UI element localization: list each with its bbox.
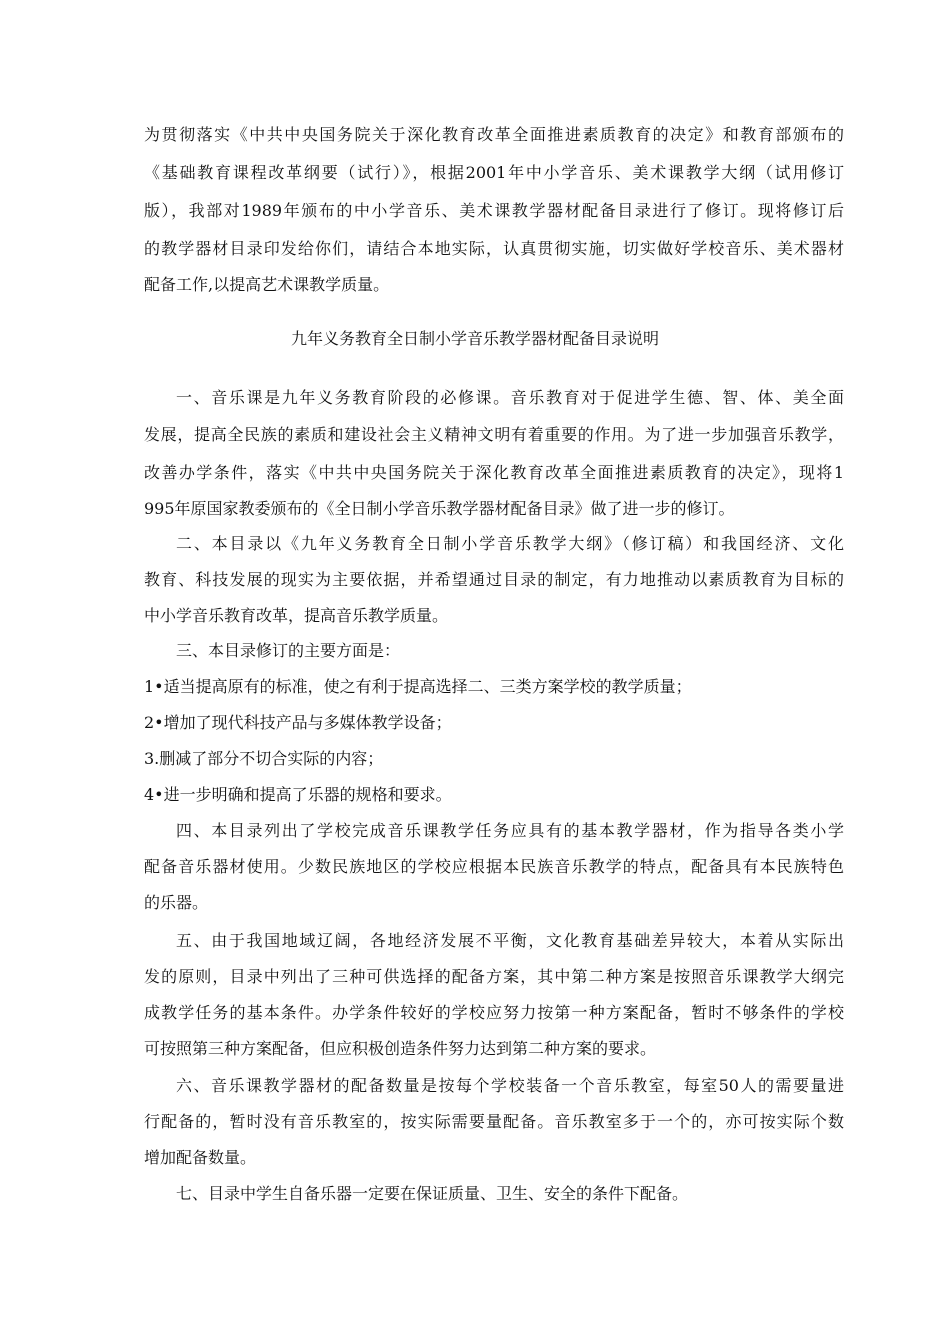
list-item: 3.删减了部分不切合实际的内容； xyxy=(144,749,384,768)
paragraph-line: 成教学任务的基本条件。办学条件较好的学校应努力按第一种方案配备，暂时不够条件的学校 xyxy=(144,1003,844,1022)
paragraph-line: 发的原则，目录中列出了三种可供选择的配备方案，其中第二种方案是按照音乐课教学大纲完 xyxy=(144,967,844,986)
paragraph-line: 六、音乐课教学器材的配备数量是按每个学校装备一个音乐教室，每室50人的需要量进 xyxy=(176,1076,844,1095)
paragraph-line: 发展，提高全民族的素质和建设社会主义精神文明有着重要的作用。为了进一步加强音乐教学， xyxy=(144,425,844,444)
list-item: 4•进一步明确和提高了乐器的规格和要求。 xyxy=(144,785,452,804)
paragraph-line: 七、目录中学生自备乐器一定要在保证质量、卫生、安全的条件下配备。 xyxy=(176,1184,689,1203)
intro-line: 版），我部对1989年颁布的中小学音乐、美术课教学器材配备目录进行了修订。现将修订后 xyxy=(144,201,844,220)
paragraph-line: 改善办学条件，落实《中共中央国务院关于深化教育改革全面推进素质教育的决定》，现将1 xyxy=(144,463,844,482)
paragraph-line: 中小学音乐教育改革，提高音乐教学质量。 xyxy=(144,606,449,625)
paragraph-line: 配备音乐器材使用。少数民族地区的学校应根据本民族音乐教学的特点，配备具有本民族特色 xyxy=(144,857,844,876)
paragraph-line: 可按照第三种方案配备，但应积极创造条件努力达到第二种方案的要求。 xyxy=(144,1039,657,1058)
paragraph-line: 行配备的，暂时没有音乐教室的，按实际需要量配备。音乐教室多于一个的，亦可按实际个数 xyxy=(144,1112,844,1131)
paragraph-line: 二、本目录以《九年义务教育全日制小学音乐教学大纲》（修订稿）和我国经济、文化 xyxy=(176,534,844,553)
paragraph-line: 教育、科技发展的现实为主要依据，并希望通过目录的制定，有力地推动以素质教育为目标的 xyxy=(144,570,844,589)
intro-line: 为贯彻落实《中共中央国务院关于深化教育改革全面推进素质教育的决定》和教育部颁布的 xyxy=(144,125,844,144)
paragraph-line: 三、本目录修订的主要方面是： xyxy=(176,641,401,660)
intro-line: 的教学器材目录印发给你们，请结合本地实际，认真贯彻实施，切实做好学校音乐、美术器材 xyxy=(144,239,844,258)
intro-line: 配备工作,以提高艺术课教学质量。 xyxy=(144,275,390,294)
intro-line: 《基础教育课程改革纲要（试行）》，根据2001年中小学音乐、美术课教学大纲（试用修订 xyxy=(144,163,844,182)
paragraph-line: 一、音乐课是九年义务教育阶段的必修课。音乐教育对于促进学生德、智、体、美全面 xyxy=(176,388,844,407)
list-item: 2•增加了现代科技产品与多媒体教学设备； xyxy=(144,713,452,732)
paragraph-line: 995年原国家教委颁布的《全日制小学音乐教学器材配备目录》做了进一步的修订。 xyxy=(144,499,735,518)
paragraph-line: 四、本目录列出了学校完成音乐课教学任务应具有的基本教学器材，作为指导各类小学 xyxy=(176,821,844,840)
section-title: 九年义务教育全日制小学音乐教学器材配备目录说明 xyxy=(290,329,659,348)
paragraph-line: 五、由于我国地域辽阔，各地经济发展不平衡，文化教育基础差异较大，本着从实际出 xyxy=(176,931,844,950)
paragraph-line: 的乐器。 xyxy=(144,893,209,912)
list-item: 1•适当提高原有的标准，使之有利于提高选择二、三类方案学校的教学质量； xyxy=(144,677,692,696)
paragraph-line: 增加配备数量。 xyxy=(144,1148,257,1167)
